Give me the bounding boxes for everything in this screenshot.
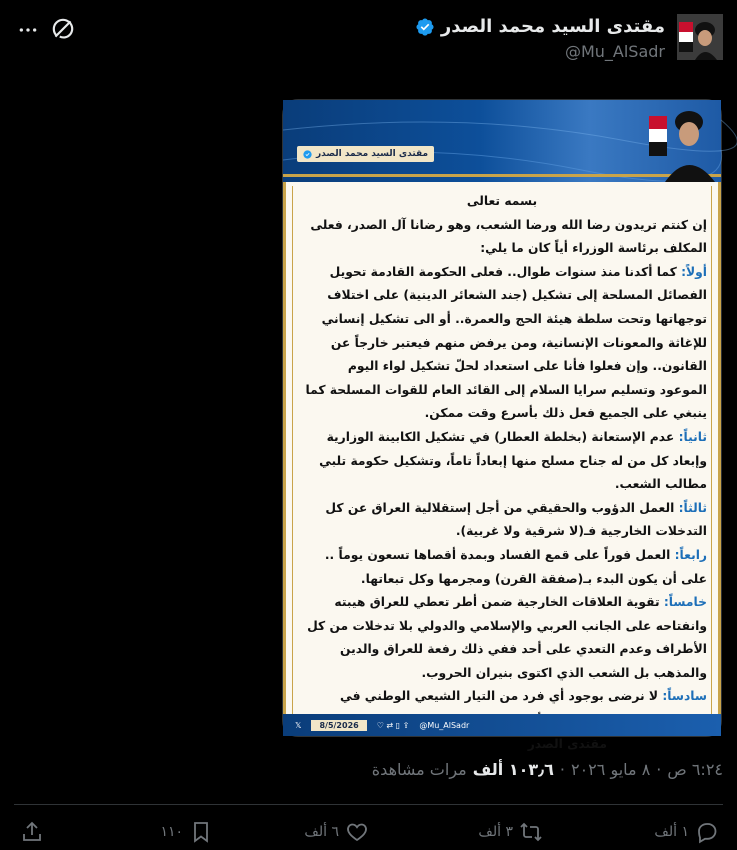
meta-separator: · xyxy=(656,760,662,779)
image-date: 8/5/2026 xyxy=(311,720,366,731)
action-bar xyxy=(14,818,723,850)
letter-intro: إن كنتم تريدون رضا الله ورضا الشعب، وهو رضانا آل الصدر، فعلى المكلف برئاسة الوزراء أياً كان ما يلي: xyxy=(310,217,707,256)
like-button[interactable] xyxy=(304,820,369,844)
author-avatar[interactable] xyxy=(677,14,723,60)
verified-badge-icon xyxy=(415,17,435,37)
meta-separator: · xyxy=(559,760,565,779)
tweet-header xyxy=(12,12,723,68)
x-logo-icon: 𝕏 xyxy=(295,720,302,730)
avatar-image xyxy=(677,14,723,60)
tweet-time[interactable]: ٦:٢٤ ص xyxy=(667,760,723,779)
image-footer xyxy=(283,714,721,736)
tweet-image[interactable] xyxy=(282,99,722,751)
grok-button[interactable] xyxy=(50,16,76,42)
divider xyxy=(14,804,723,805)
heart-icon xyxy=(345,820,369,844)
grok-icon xyxy=(50,16,76,42)
image-footer-icons: ♡ ⇄ ▯ ⇪ xyxy=(376,720,410,730)
author-name[interactable]: مقتدى السيد محمد الصدر xyxy=(440,16,665,37)
author-handle[interactable]: @Mu_AlSadr xyxy=(564,42,665,61)
reply-button[interactable] xyxy=(654,820,719,844)
more-horizontal-icon xyxy=(16,20,40,40)
bookmark-icon xyxy=(189,820,213,844)
letter-point: رابعاً: العمل فوراً على قمع الفساد وبمدة أقصاها تسعون يوماً .. على أن يكون البدء بـ(صفقة القرن) ومجرمها وكل تبعاتها. xyxy=(324,547,707,586)
retweet-button[interactable] xyxy=(478,820,543,844)
image-banner xyxy=(283,100,721,182)
verified-badge-icon xyxy=(303,150,312,159)
banner-portrait xyxy=(649,104,715,182)
bookmark-button[interactable] xyxy=(160,820,213,844)
letter-point: ثالثاً: العمل الدؤوب والحقيقي من أجل إستقلالية العراق عن كل التدخلات الخارجية فـ(لا شرقية ولا غربية). xyxy=(325,500,707,539)
tweet-meta xyxy=(372,760,723,779)
letter-point: ثانياً: عدم الإستعانة (بخلطة العطار) في تشكيل الكابينة الوزارية وإبعاد كل من له جناح مسلح منها إبعاداً تاماً، وتشكيل حكومة تلبي مطالب الشعب. xyxy=(319,429,707,492)
author-name-row[interactable] xyxy=(415,16,665,37)
letter-text xyxy=(297,190,707,756)
retweet-count: ٣ ألف xyxy=(478,824,513,840)
letter-signature: مقتدى الصدر xyxy=(527,736,607,751)
reply-count: ١ ألف xyxy=(654,824,689,840)
bookmark-count: ١١٠ xyxy=(160,824,183,840)
letter-point: خامساً: تقوية العلاقات الخارجية ضمن أطر تعطي للعراق هيبته وانفتاحه على الجانب العربي والإسلامي والدولي بلا تدخلات من كل الأطراف وعدم التعدي على أحد ففي ذلك رفعة للعراق والدين والمذهب بل الشعب الذي اكتوى بنيران الحروب. xyxy=(307,595,707,680)
reply-icon xyxy=(695,820,719,844)
retweet-icon xyxy=(519,820,543,844)
image-footer-handle: @Mu_AlSadr xyxy=(419,720,470,730)
banner-name-tag: مقتدى السيد محمد الصدر xyxy=(297,146,434,162)
letter-opening: بسمه تعالى xyxy=(466,194,538,208)
views-label: مرات مشاهدة xyxy=(371,760,467,779)
letter-point: سادساً: لا نرضى بوجود أي فرد من التيار الشيعي الوطني في xyxy=(340,689,707,704)
letter-point: أولاً: كما أكدنا منذ سنوات طوال.. فعلى الحكومة القادمة تحويل الفصائل المسلحة إلى تشكيل (جند الشعائر الدينية) على اختلاف توجهاتها وتحت سلطة هيئة الحج والعمرة.. أو الى تشكيل إنساني للإغاثة والمعونات الإنسانية، ومن يرفض منهم فيعتبر خارجاً عن القانون.. وإن فعلوا فأنا على استعداد لحلّ تشكيل لواء اليوم الموعود وتسليم سرايا السلام إلى القائد العام للقوات المسلحة كما ينبغي على الجميع فعل ذلك بأسرع وقت ممكن. xyxy=(305,264,707,421)
views-count: ١٠٣٫٦ ألف xyxy=(472,760,554,779)
tweet-date[interactable]: ٨ مايو ٢٠٢٦ xyxy=(570,760,651,779)
like-count: ٦ ألف xyxy=(304,824,339,840)
share-button[interactable] xyxy=(20,820,44,848)
more-options-button[interactable] xyxy=(16,20,40,40)
share-icon xyxy=(20,820,44,844)
